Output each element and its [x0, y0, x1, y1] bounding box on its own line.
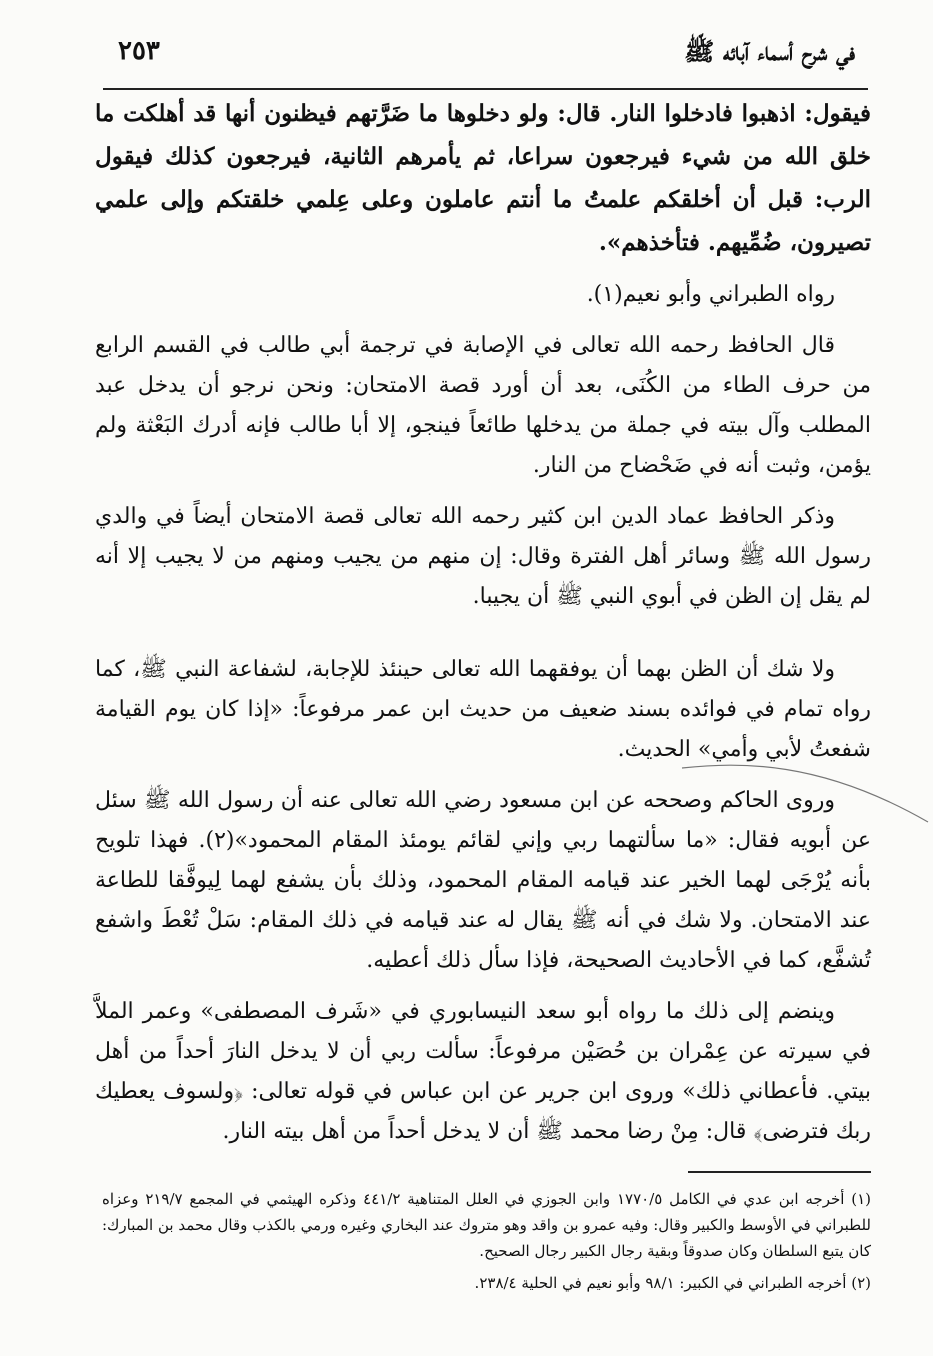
paragraph-gap [95, 628, 871, 650]
pen-stroke-mark [680, 760, 930, 830]
footnote-rule [688, 1171, 871, 1173]
running-title: في شرح أسماء آبائه ﷺ [684, 37, 855, 66]
header-rule [103, 88, 868, 90]
footnotes [102, 1186, 871, 1302]
paragraph-nisaburi: وينضم إلى ذلك ما رواه أبو سعد النيسابوري في «شَرف المصطفى» وعمر الملاَّ في سيرته عن عِمْران بن حُصَيْن مرفوعاً: سألت ربي أن لا يدخل النارَ أحداً من أهل بيتي. فأعطاني ذلك» وروى ابن جرير عن ابن عباس في قوله تعالى: ﴿ولسوف يعطيك ربك فترضى﴾ قال: مِنْ رضا محمد ﷺ أن لا يدخل أحداً من أهل بيته النار. [95, 999, 871, 1144]
paragraph-hakim: وروى الحاكم وصححه عن ابن مسعود رضي الله تعالى عنه أن رسول الله ﷺ سئل عن أبويه فقال: «ما سألتهما ربي وإني لقائم يومئذ المقام المحمود»(٢). فهذا تلويح بأنه يُرْجَى لهما الخير عند قيامه المقام المحمود، وذلك بأن يشفع لهما لِيوفَّقا للطاعة عند الامتحان. ولا شك في أنه ﷺ يقال له عند قيامه في ذلك المقام: سَلْ تُعْطَ واشفع تُشفَّع، كما في الأحاديث الصحيحة، فإذا سأل ذلك أعطيه. [95, 788, 871, 973]
page-header [118, 30, 855, 76]
paragraph-hadith-end: فيقول: اذهبوا فادخلوا النار. قال: ولو دخلوها ما ضَرَّتهم فيظنون أنها قد أهلكت ما خلق الله من شيء فيرجعون سراعا، ثم يأمرهم الثانية، فيرجعون كذلك فيقول الرب: قبل أن أخلقكم علمتُ ما أنتم عاملون وعلى عِلمي خلقتكم وإلى علمي تصيرون، ضُمِّيهم. فتأخذهم». [95, 100, 871, 256]
paragraph-ibn-kathir: وذكر الحافظ عماد الدين ابن كثير رحمه الله تعالى قصة الامتحان أيضاً في والدي رسول الله ﷺ وسائر أهل الفترة وقال: إن منهم من يجيب ومنهم من لا يجيب إلا أنه لم يقل إن الظن في أبوي النبي ﷺ أن يجيبا. [95, 504, 871, 609]
page-number: ٢٥٣ [118, 36, 160, 66]
footnote-1: (١) أخرجه ابن عدي في الكامل ١٧٧٠/٥ وابن الجوزي في العلل المتناهية ٤٤١/٢ وذكره الهيثمي في المجمع ٢١٩/٧ وعزاه للطبراني في الأوسط والكبير وقال: وفيه عمرو بن واقد وهو متروك عند البخاري وغيره ورمي بالكذب وقال محمد بن المبارك: كان يتبع السلطان وكان صدوقاً وبقية رجال الكبير رجال الصحيح. [102, 1190, 871, 1260]
paragraph-intercession: ولا شك أن الظن بهما أن يوفقهما الله تعالى حينئذ للإجابة، لشفاعة النبي ﷺ، كما رواه تمام في فوائده بسند ضعيف من حديث ابن عمر مرفوعاً: «إذا كان يوم القيامة شفعتُ لأبي وأمي» الحديث. [95, 657, 871, 762]
main-text [95, 92, 871, 1163]
paragraph-hafiz-isaba: قال الحافظ رحمه الله تعالى في الإصابة في ترجمة أبي طالب في القسم الرابع من حرف الطاء من الكُنَى، بعد أن أورد قصة الامتحان: ونحن نرجو أن يدخل عبد المطلب وآل بيته في جملة من يدخلها طائعاً فينجو، إلا أبا طالب فإنه أدرك البَعْثة ولم يؤمن، وثبت أنه في ضَحْضاح من النار. [95, 333, 871, 478]
paragraph-attribution: رواه الطبراني وأبو نعيم(١). [586, 282, 835, 307]
footnote-2: (٢) أخرجه الطبراني في الكبير: ٩٨/١ وأبو نعيم في الحلية ٢٣٨/٤. [474, 1274, 871, 1292]
